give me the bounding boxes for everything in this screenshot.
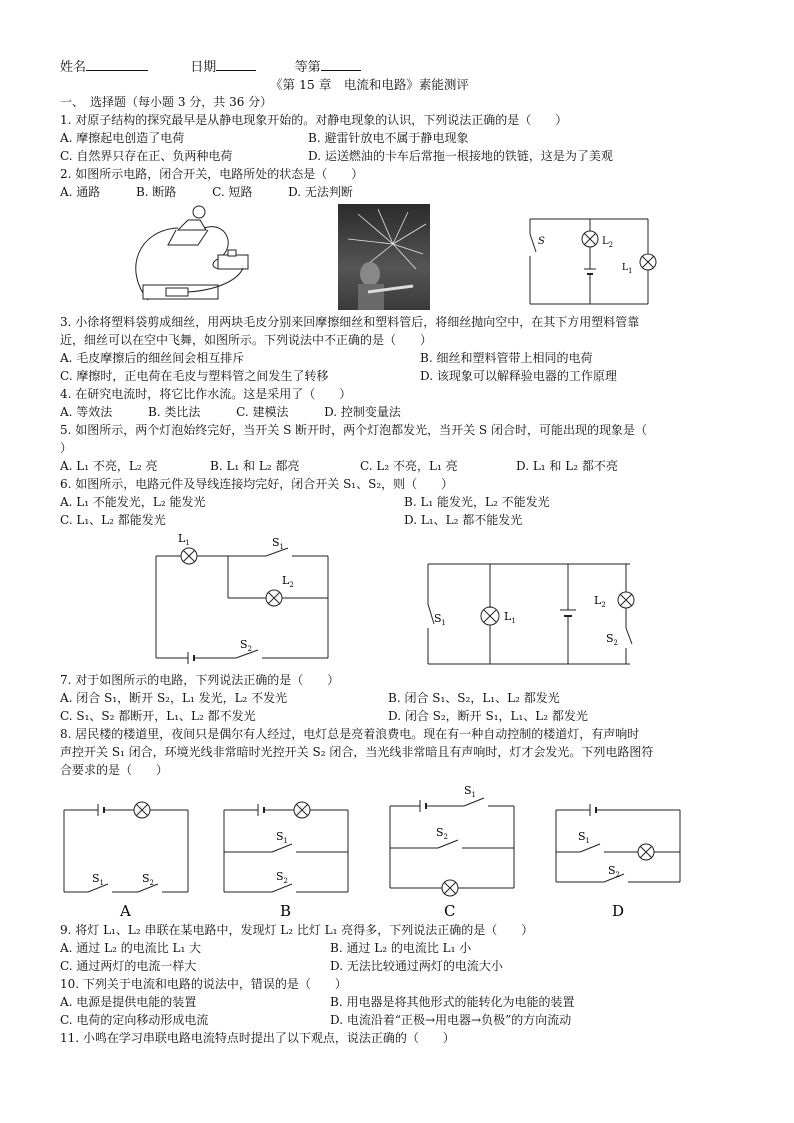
q7-option-b: B. 闭合 S₁、S₂，L₁、L₂ 都发光 (388, 691, 560, 705)
q2-option-d: D. 无法判断 (288, 185, 353, 199)
q1-option-a: A. 摩擦起电创造了电荷 (60, 131, 185, 145)
q7-option-c: C. S₁、S₂ 都断开，L₁、L₂ 都不发光 (60, 709, 256, 723)
q1-stem: 1. 对原子结构的探究最早是从静电现象开始的。对静电现象的认识，下列说法正确的是（ ） (60, 113, 568, 127)
q8-stem-1: 8. 居民楼的楼道里，夜间只是偶尔有人经过，电灯总是亮着浪费电。现在有一种自动控制的楼道灯，有声响时 (60, 727, 640, 741)
q6-option-a: A. L₁ 不能发光，L₂ 能发光 (60, 495, 206, 509)
q10-option-d: D. 电流沿着“正极→用电器→负极”的方向流动 (330, 1013, 572, 1027)
q7-option-d: D. 闭合 S₂，断开 S₁，L₁、L₂ 都发光 (388, 709, 588, 723)
q4-option-a: A. 等效法 (60, 405, 113, 419)
switch-s2 (272, 884, 292, 892)
q5-stem: 5. 如图所示，两个灯泡始终完好，当开关 S 断开时，两个灯泡都发光，当开关 S 闭合时，可能出现的现象是（ (60, 423, 647, 437)
q9-option-d: D. 无法比较通过两灯的电流大小 (330, 959, 503, 973)
switch-s2 (626, 628, 632, 644)
q7-circuit (420, 556, 640, 668)
q3-option-c: C. 摩擦时，正电荷在毛皮与塑料管之间发生了转移 (60, 369, 329, 383)
switch-s1 (272, 844, 292, 852)
switch-s1 (580, 844, 600, 852)
switch-s2 (138, 884, 158, 892)
switch-s (530, 234, 536, 252)
switch-s1 (88, 884, 108, 892)
q3-stem-2: 近，细丝可以在空中飞舞，如图所示。下列说法中不正确的是（ ） (60, 333, 433, 347)
label-l2: $L_2$ (594, 594, 606, 609)
q5-option-c: C. L₂ 不亮，L₁ 亮 (360, 459, 458, 473)
name-label: 姓名 (60, 60, 87, 75)
q6-stem: 6. 如图所示，电路元件及导线连接均完好，闭合开关 S₁、S₂，则（ ） (60, 477, 454, 491)
q2-option-a: A. 通路 (60, 185, 101, 199)
label-l2: $L_2$ (282, 574, 294, 589)
date-label: 日期 (190, 60, 217, 75)
q2-apparatus-figure (128, 200, 268, 310)
label-s1: $S_1$ (434, 612, 447, 627)
q2-option-b: B. 断路 (135, 185, 177, 199)
label-s2: $S_2$ (142, 872, 155, 887)
q1-option-d: D. 运送燃油的卡车后常拖一根接地的铁链，这是为了美观 (308, 149, 613, 163)
q6-option-d: D. L₁、L₂ 都不能发光 (404, 513, 523, 527)
q10-stem: 10. 下列关于电流和电路的说法中，错误的是（ ） (60, 977, 347, 991)
q5-stem-end: ） (60, 441, 73, 455)
option-label-c: C (444, 902, 456, 920)
q10-option-b: B. 用电器是将其他形式的能转化为电能的装置 (330, 995, 575, 1009)
q1-option-b: B. 避雷针放电不属于静电现象 (308, 131, 469, 145)
q10-option-a: A. 电源是提供电能的装置 (60, 995, 197, 1009)
q1-option-c: C. 自然界只存在正、负两种电荷 (60, 149, 233, 163)
label-l1: $L_1$ (504, 610, 516, 625)
q4-option-d: D. 控制变量法 (324, 405, 401, 419)
label-s2: $S_2$ (606, 632, 619, 647)
q4-option-b: B. 类比法 (147, 405, 201, 419)
label-s2: $S_2$ (608, 864, 621, 879)
q5-option-d: D. L₁ 和 L₂ 都不亮 (516, 459, 618, 473)
q8-circuit-d (550, 796, 690, 920)
q8-stem-2: 声控开关 S₁ 闭合，环境光线非常暗时光控开关 S₂ 闭合，当光线非常暗且有声响时，灯才会发光。下列电路图符 (60, 745, 654, 759)
q10-option-c: C. 电荷的定向移动形成电流 (60, 1013, 209, 1027)
q5-circuit (510, 214, 660, 314)
label-l2: $L_2$ (602, 236, 614, 249)
option-label-d: D (612, 902, 625, 920)
q8-circuit-a (58, 796, 198, 920)
q6-option-b: B. L₁ 能发光，L₂ 不能发光 (404, 495, 550, 509)
q3-photo (338, 204, 430, 310)
q7-option-a: A. 闭合 S₁，断开 S₂，L₁ 发光，L₂ 不发光 (60, 691, 288, 705)
label-s1: $S_1$ (578, 830, 591, 845)
q8-circuit-b (218, 796, 358, 920)
switch-s2 (438, 840, 458, 848)
q9-stem: 9. 将灯 L₁、L₂ 串联在某电路中，发现灯 L₂ 比灯 L₁ 亮得多，下列说法正确的是（ ） (60, 923, 534, 937)
section-heading: 一、 选择题（每小题 3 分，共 36 分） (60, 95, 273, 109)
q2-option-c: C. 短路 (212, 185, 253, 199)
date-blank[interactable] (216, 58, 256, 71)
header-line (60, 58, 361, 76)
label-l1: $L_1$ (622, 263, 633, 275)
page-title: 《第 15 章 电流和电路》素能测评 (270, 77, 469, 92)
label-s: S (538, 236, 545, 247)
grade-blank[interactable] (321, 58, 361, 71)
label-s1: $S_1$ (276, 830, 289, 845)
name-blank[interactable] (86, 58, 148, 71)
q9-option-c: C. 通过两灯的电流一样大 (60, 959, 197, 973)
label-s2: $S_2$ (436, 826, 449, 841)
q2-stem: 2. 如图所示电路，闭合开关，电路所处的状态是（ ） (60, 167, 364, 181)
q8-circuit-c (384, 782, 524, 920)
q6-option-c: C. L₁、L₂ 都能发光 (60, 513, 166, 527)
grade-label: 等第 (294, 60, 321, 75)
q4-stem: 4. 在研究电流时，将它比作水流。这是采用了（ ） (60, 387, 352, 401)
q4-options (60, 404, 401, 421)
bulb-icon (193, 206, 205, 218)
switch-s1 (464, 798, 484, 806)
q3-option-b: B. 细丝和塑料管带上相同的电荷 (420, 351, 593, 365)
q6-circuit (148, 528, 338, 668)
switch-s1 (266, 548, 288, 556)
q8-stem-3: 合要求的是（ ） (60, 763, 169, 777)
q9-option-b: B. 通过 L₂ 的电流比 L₁ 小 (330, 941, 472, 955)
label-s1: $S_1$ (464, 784, 477, 799)
q7-stem: 7. 对于如图所示的电路，下列说法正确的是（ ） (60, 673, 340, 687)
label-s2: $S_2$ (276, 870, 289, 885)
q5-option-a: A. L₁ 不亮，L₂ 亮 (60, 459, 158, 473)
q3-stem-1: 3. 小徐将塑料袋剪成细丝，用两块毛皮分别来回摩擦细丝和塑料管后，将细丝抛向空中，在其下方用塑料管靠 (60, 315, 640, 329)
label-l1: $L_1$ (178, 532, 190, 547)
q3-option-d: D. 该现象可以解释验电器的工作原理 (420, 369, 617, 383)
q5-option-b: B. L₁ 和 L₂ 都亮 (210, 459, 300, 473)
label-s1: $S_1$ (272, 536, 285, 551)
label-s2: $S_2$ (240, 638, 253, 653)
q11-stem: 11. 小鸣在学习串联电路电流特点时提出了以下观点，说法正确的（ ） (60, 1031, 455, 1045)
q4-option-c: C. 建模法 (236, 405, 289, 419)
label-s1: $S_1$ (92, 872, 105, 887)
q9-option-a: A. 通过 L₂ 的电流比 L₁ 大 (60, 941, 202, 955)
option-label-a: A (120, 902, 131, 920)
q3-option-a: A. 毛皮摩擦后的细丝间会相互排斥 (60, 351, 245, 365)
q2-options (60, 184, 353, 201)
option-label-b: B (280, 902, 292, 920)
